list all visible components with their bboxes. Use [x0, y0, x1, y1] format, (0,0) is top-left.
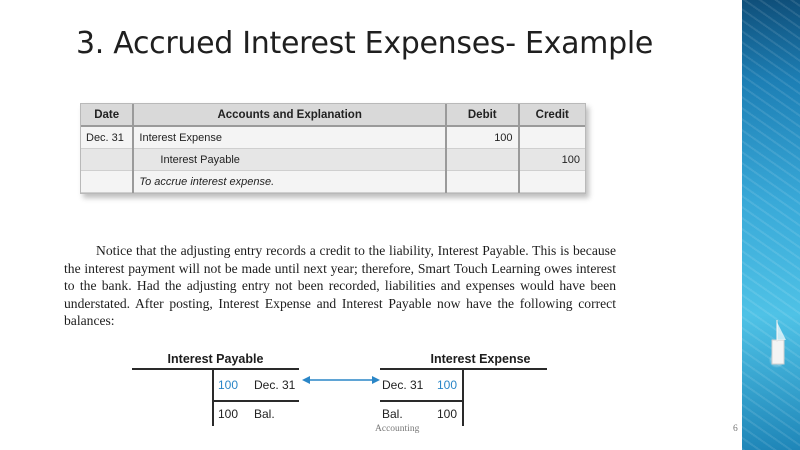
journal-entry-table: [80, 103, 586, 194]
t-account-interest-expense: [380, 352, 547, 426]
row-account: Interest Expense: [133, 126, 446, 149]
table-row: [81, 171, 585, 193]
balance-amount: 100: [437, 407, 458, 421]
t-account-title: Interest Payable: [167, 352, 264, 366]
ocean-photo: [742, 0, 800, 450]
row-credit: [519, 126, 585, 149]
balance-label: Bal.: [382, 407, 403, 421]
boat-icon: [764, 318, 790, 370]
t-account-total-line: [212, 400, 299, 402]
t-account-body: [380, 368, 547, 426]
t-account-interest-payable: [132, 352, 299, 426]
row-date: [81, 149, 133, 171]
slide-title: 3. Accrued Interest Expenses- Example: [76, 26, 654, 61]
double-arrow-icon: [302, 374, 380, 386]
row-debit: 100: [446, 126, 519, 149]
t-account-divider: [462, 370, 464, 426]
balance-amount: 100: [218, 407, 239, 421]
row-debit: [446, 171, 519, 193]
t-account-divider: [212, 370, 214, 426]
header-debit: Debit: [446, 104, 519, 126]
credit-entry-label: Dec. 31: [254, 378, 296, 392]
t-account-body: [132, 368, 299, 426]
row-date: Dec. 31: [81, 126, 133, 149]
table-row: [81, 126, 585, 149]
debit-entry-amount: 100: [437, 378, 458, 392]
row-account: Interest Payable: [133, 149, 446, 171]
explanation-paragraph: Notice that the adjusting entry records a credit to the liability, Interest Payable. This is because the interest payment will not be made until next year; therefore, Smart Touch Learning owes interest to the bank. Had the adjusting entry not been recorded, liabilities and expenses would have been understated. After posting, Interest Expense and Interest Payable now have the following correct balances:: [64, 243, 616, 329]
row-explanation: To accrue interest expense.: [133, 171, 446, 193]
table-row: [81, 149, 585, 171]
header-accounts: Accounts and Explanation: [133, 104, 446, 126]
slide-footer: Accounting: [375, 424, 420, 434]
t-account-total-line: [380, 400, 462, 402]
t-account-title: Interest Expense: [430, 352, 531, 366]
row-credit: 100: [519, 149, 585, 171]
row-debit: [446, 149, 519, 171]
header-date: Date: [81, 104, 133, 126]
credit-entry-amount: 100: [218, 378, 239, 392]
page-number: 6: [733, 424, 738, 434]
balance-label: Bal.: [254, 407, 275, 421]
header-credit: Credit: [519, 104, 585, 126]
row-date: [81, 171, 133, 193]
debit-entry-label: Dec. 31: [382, 378, 424, 392]
row-credit: [519, 171, 585, 193]
